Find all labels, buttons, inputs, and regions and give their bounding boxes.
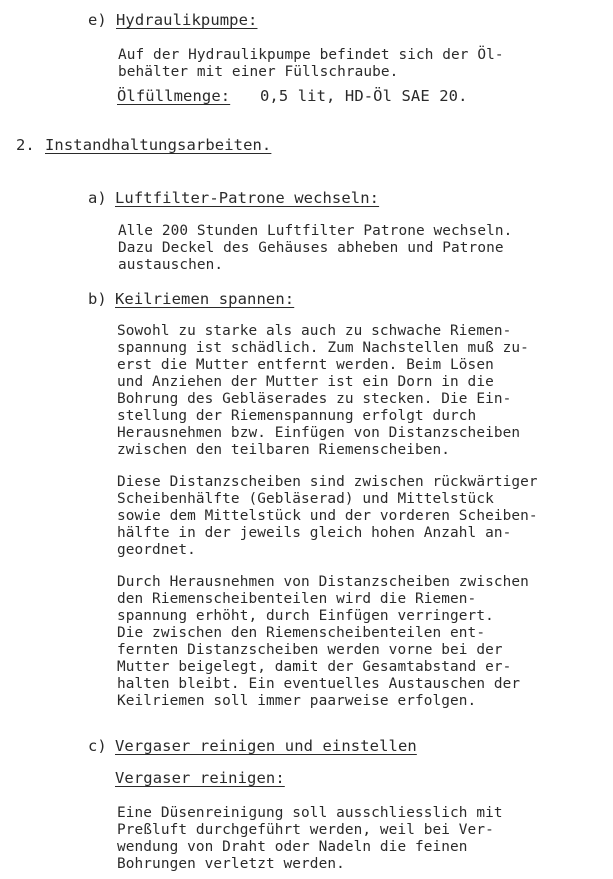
- section-b-p1-line-7: Herausnehmen bzw. Einfügen von Distanzscheiben: [117, 425, 521, 441]
- oil-fill-value: 0,5 lit, HD-Öl SAE 20.: [260, 87, 468, 105]
- section-b-p1-line-3: erst die Mutter entfernt werden. Beim Lösen: [117, 357, 494, 373]
- section-a-line-1: Alle 200 Stunden Luftfilter Patrone wechseln.: [118, 223, 513, 239]
- section-b-p1-line-2: spannung ist schädlich. Zum Nachstellen muß zu-: [117, 340, 529, 356]
- section-c-line-4: Bohrungen verletzt werden.: [117, 856, 345, 872]
- section-e-line-1: Auf der Hydraulikpumpe befindet sich der Öl-: [118, 47, 504, 63]
- chapter-2-marker: 2.: [16, 136, 35, 154]
- section-c-title: Vergaser reinigen und einstellen: [115, 737, 417, 755]
- section-e-title: Hydraulikpumpe:: [116, 11, 258, 29]
- section-c-line-2: Preßluft durchgeführt werden, weil bei Ver-: [117, 822, 494, 838]
- section-c-line-3: wendung von Draht oder Nadeln die feinen: [117, 839, 468, 855]
- section-b-p2-line-3: sowie dem Mittelstück und der vorderen Scheiben-: [117, 508, 538, 524]
- section-b-p2-line-4: hälfte in der jeweils gleich hohen Anzahl an-: [117, 525, 512, 541]
- section-b-p3-line-7: halten bleibt. Ein eventuelles Austauschen der: [117, 676, 521, 692]
- section-a-marker: a): [88, 189, 107, 207]
- section-b-p2-line-5: geordnet.: [117, 542, 196, 558]
- section-a-line-3: austauschen.: [118, 257, 224, 273]
- section-b-p3-line-4: Die zwischen den Riemenscheibenteilen ent-: [117, 625, 486, 641]
- section-b-p3-line-3: spannung erhöht, durch Einfügen verringert.: [117, 608, 494, 624]
- section-b-p1-line-4: und Anziehen der Mutter ist ein Dorn in die: [117, 374, 494, 390]
- chapter-2-title: Instandhaltungsarbeiten.: [45, 136, 272, 154]
- section-b-p2-line-1: Diese Distanzscheiben sind zwischen rückwärtiger: [117, 474, 538, 490]
- section-b-marker: b): [88, 290, 107, 308]
- section-c-line-1: Eine Düsenreinigung soll ausschliesslich mit: [117, 805, 503, 821]
- section-e-marker: e): [88, 11, 107, 29]
- section-b-p3-line-8: Keilriemen soll immer paarweise erfolgen.: [117, 693, 477, 709]
- section-a-title: Luftfilter-Patrone wechseln:: [115, 189, 380, 207]
- section-b-p1-line-1: Sowohl zu starke als auch zu schwache Riemen-: [117, 323, 512, 339]
- section-b-title: Keilriemen spannen:: [115, 290, 295, 308]
- section-c-marker: c): [88, 737, 107, 755]
- section-b-p1-line-5: Bohrung des Gebläserades zu stecken. Die Ein-: [117, 391, 512, 407]
- section-b-p1-line-6: stellung der Riemenspannung erfolgt durch: [117, 408, 477, 424]
- section-b-p1-line-8: zwischen den teilbaren Riemenscheiben.: [117, 442, 451, 458]
- section-b-p3-line-5: fernten Distanzscheiben werden vorne bei der: [117, 642, 503, 658]
- section-b-p3-line-6: Mutter beigelegt, damit der Gesamtabstand er-: [117, 659, 512, 675]
- oil-fill-label: Ölfüllmenge:: [117, 87, 231, 105]
- section-b-p3-line-2: den Riemenscheibenteilen wird die Riemen-: [117, 591, 477, 607]
- section-a-line-2: Dazu Deckel des Gehäuses abheben und Patrone: [118, 240, 504, 256]
- section-e-line-2: behälter mit einer Füllschraube.: [118, 64, 399, 80]
- section-b-p2-line-2: Scheibenhälfte (Gebläserad) und Mittelstück: [117, 491, 494, 507]
- section-c-subtitle: Vergaser reinigen:: [115, 769, 285, 787]
- section-b-p3-line-1: Durch Herausnehmen von Distanzscheiben zwischen: [117, 574, 529, 590]
